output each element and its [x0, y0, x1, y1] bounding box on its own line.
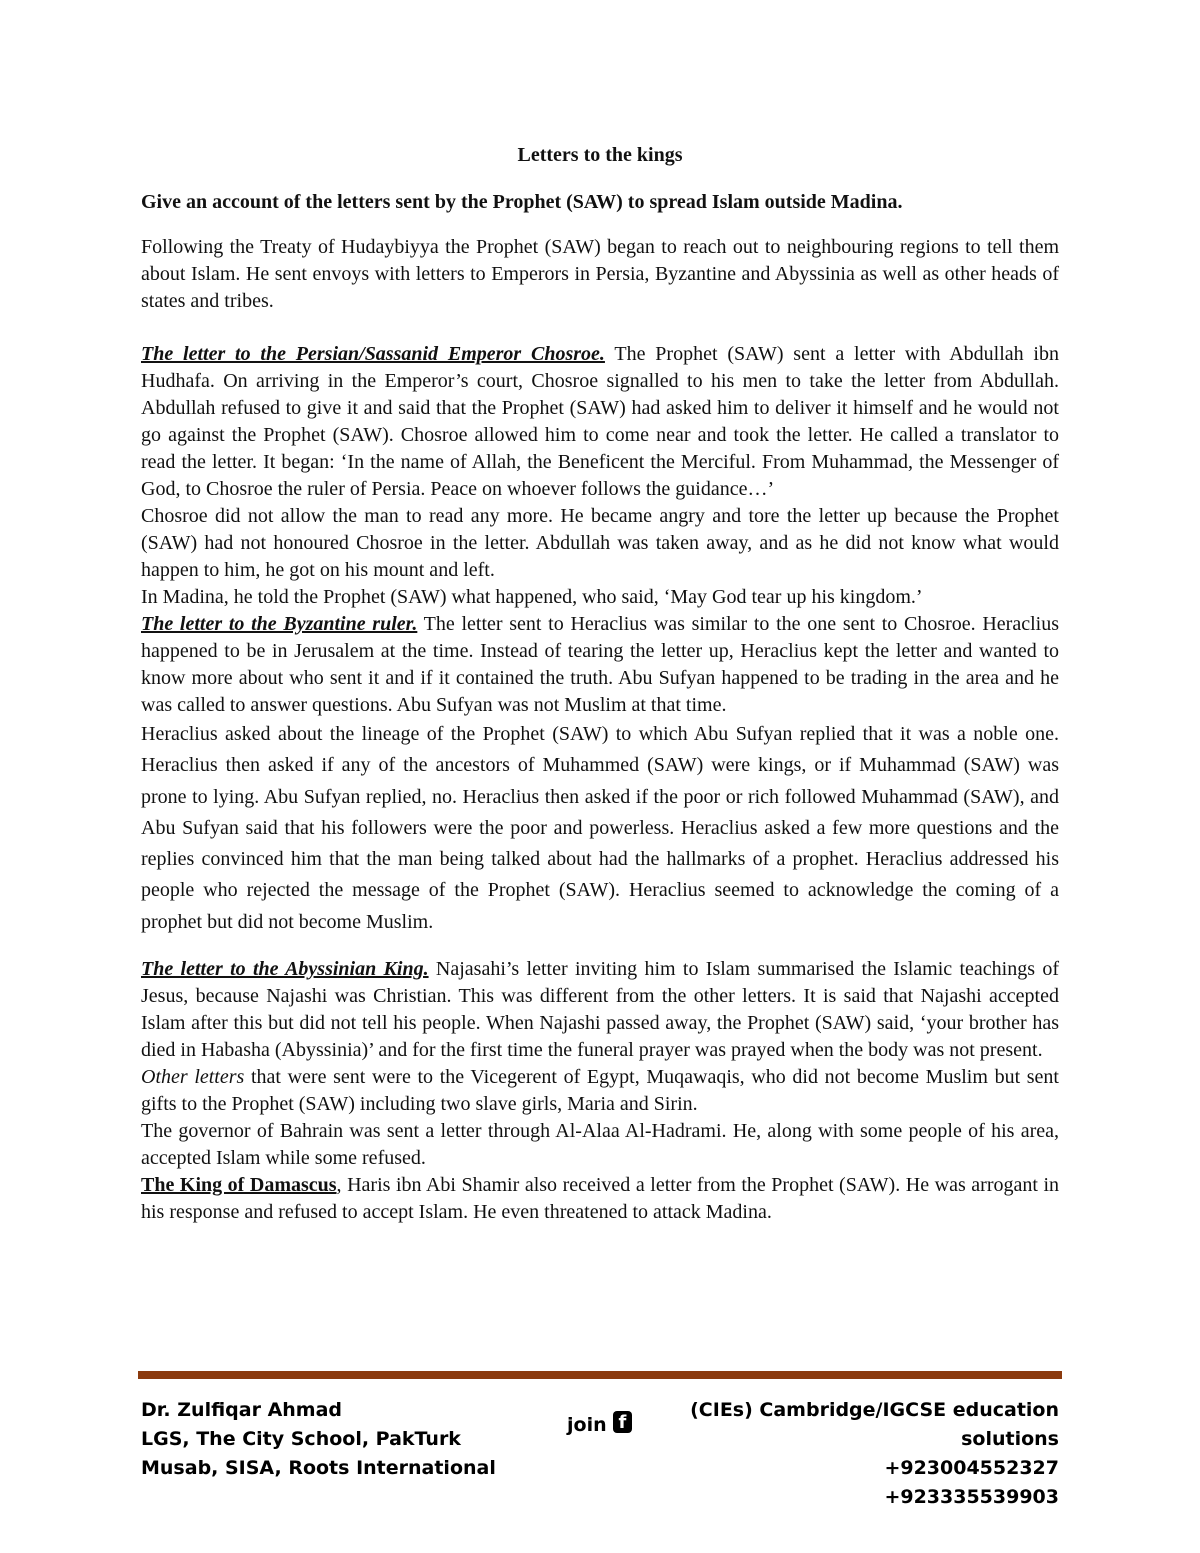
phone-1: +923004552327 — [884, 1457, 1059, 1479]
document-title: Letters to the kings — [517, 144, 683, 166]
byzantine-paragraph — [141, 611, 1059, 719]
author-schools-2: Musab, SISA, Roots International — [141, 1457, 496, 1479]
other-letters-text: that were sent were to the Vicegerent of Egypt, Muqawaqis, who did not become Muslim but sent gifts to the Prophet (SAW) including two slave girls, Maria and Sirin. — [141, 1066, 1059, 1116]
intro-paragraph: Following the Treaty of Hudaybiyya the Prophet (SAW) began to reach out to neighbouring regions to tell them about Islam. He sent envoys with letters to Emperors in Persia, Byzantine and Abyssinia as well as other heads of states and tribes. — [141, 236, 1059, 312]
question-heading: Give an account of the letters sent by the Prophet (SAW) to spread Islam outside Madina. — [141, 191, 903, 213]
damascus-paragraph — [141, 1172, 1059, 1226]
persian-heading: The letter to the Persian/Sassanid Emperor Chosroe. — [141, 343, 605, 365]
byzantine-heading: The letter to the Byzantine ruler. — [141, 613, 418, 635]
persian-paragraph — [141, 341, 1059, 503]
other-letters-lead: Other letters — [141, 1066, 245, 1089]
facebook-icon: f — [613, 1411, 633, 1433]
byzantine-text: The letter sent to Heraclius was similar to the one sent to Chosroe. Heraclius happened to be in Jerusalem at the time. Instead of tearing the letter up, Heraclius kept the letter and wanted to know more about who sent it and if it contained the truth. Abu Sufyan happened to be trading in the area and he was called to answer questions. Abu Sufyan was not Muslim at that time. — [141, 613, 1059, 716]
join-line — [539, 1396, 1059, 1454]
author-schools-1: LGS, The City School, PakTurk — [141, 1428, 461, 1450]
footer-author — [141, 1396, 561, 1483]
author-name: Dr. Zulfiqar Ahmad — [141, 1399, 343, 1421]
join-word: join — [567, 1413, 607, 1436]
group-name: (CIEs) Cambridge/IGCSE education solutions — [690, 1399, 1059, 1450]
byzantine-paragraph-2: Heraclius asked about the lineage of the Prophet (SAW) to which Abu Sufyan replied that it was a noble one. Heraclius then asked if any of the ancestors of Muhammed (SAW) were kings, or if Muhammad (SAW) was prone to lying. Abu Sufyan replied, no. Heraclius then asked if the poor or rich followed Muhammad (SAW), and Abu Sufyan said that his followers were the poor and powerless. Heraclius asked a few more questions and the replies convinced him that the man being talked about had the hallmarks of a prophet. Heraclius addressed his people who rejected the message of the Prophet (SAW). Heraclius seemed to acknowledge the coming of a prophet but did not become Muslim. — [141, 723, 1059, 933]
phone-2: +923335539903 — [884, 1486, 1059, 1508]
document-body — [141, 144, 1059, 1226]
bahrain-paragraph: The governor of Bahrain was sent a letter through Al-Alaa Al-Hadrami. He, along with some people of his area, accepted Islam while some refused. — [141, 1120, 1059, 1170]
abyssinian-paragraph — [141, 956, 1059, 1064]
persian-paragraph-2: Chosroe did not allow the man to read any more. He became angry and tore the letter up because the Prophet (SAW) had not honoured Chosroe in the letter. Abdullah was taken away, and as he did not know what would happen to him, he got on his mount and left. — [141, 505, 1059, 581]
footer-contact — [539, 1396, 1059, 1512]
persian-text: The Prophet (SAW) sent a letter with Abdullah ibn Hudhafa. On arriving in the Emperor’s court, Chosroe signalled to his men to take the letter from Abdullah. Abdullah refused to give it and said that the Prophet (SAW) had asked him to deliver it himself and he would not go against the Prophet (SAW). Chosroe allowed him to come near and took the letter. He called a translator to read the letter. It began: ‘In the name of Allah, the Beneficent the Merciful. From Muhammad, the Messenger of God, to Chosroe the ruler of Persia. Peace on whoever follows the guidance…’ — [141, 343, 1059, 500]
persian-paragraph-3: In Madina, he told the Prophet (SAW) what happened, who said, ‘May God tear up his kingdom.’ — [141, 586, 923, 608]
abyssinian-text: Najasahi’s letter inviting him to Islam summarised the Islamic teachings of Jesus, because Najashi was Christian. This was different from the other letters. It is said that Najashi accepted Islam after this but did not tell his people. When Najashi passed away, the Prophet (SAW) said, ‘your brother has died in Habasha (Abyssinia)’ and for the first time the funeral prayer was prayed when the body was not present. — [141, 958, 1059, 1062]
abyssinian-heading: The letter to the Abyssinian King. — [141, 958, 429, 981]
footer-divider — [138, 1371, 1062, 1379]
damascus-heading: The King of Damascus — [141, 1174, 337, 1197]
other-letters-paragraph — [141, 1064, 1059, 1118]
damascus-text: , Haris ibn Abi Shamir also received a letter from the Prophet (SAW). He was arrogant in his response and refused to accept Islam. He even threatened to attack Madina. — [141, 1174, 1060, 1224]
